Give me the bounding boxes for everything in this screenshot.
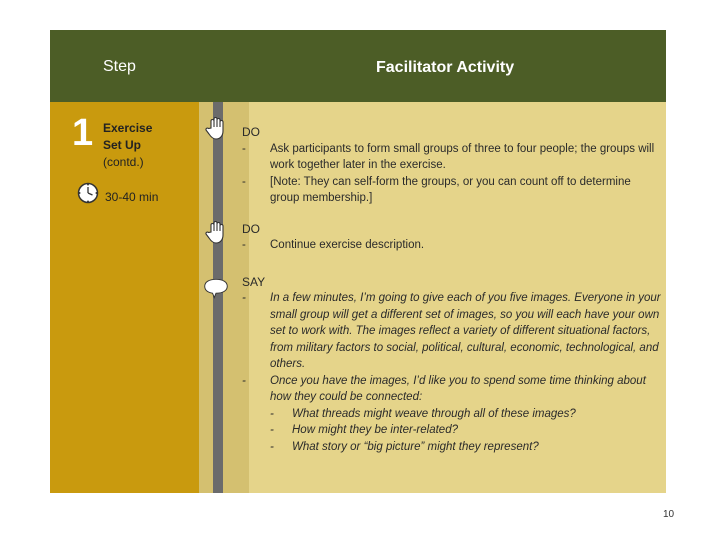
- sub-list-item-text: How might they be inter-related?: [292, 424, 458, 436]
- sub-list-item: [270, 439, 662, 456]
- list-item: [242, 174, 662, 207]
- dash-bullet: -: [242, 374, 246, 387]
- speech-bubble-icon: [203, 275, 229, 301]
- activity-block-say: [242, 274, 662, 456]
- list-item: [242, 290, 662, 373]
- step-column-header: Step: [103, 58, 136, 75]
- list-item-text: [Note: They can self-form the groups, or you can count off to determine group membership.]: [270, 175, 631, 204]
- activity-block-do-2: [242, 221, 662, 254]
- step-title-line1: Exercise: [103, 121, 153, 135]
- step-duration: 30-40 min: [105, 190, 159, 204]
- list-item-text: In a few minutes, I’m going to give each of you five images. Everyone in your small group will get a different set of images, so you will each have your own set to work with. The images reflect a variety of different situational factors, from military factors to social, political, cultural, economic, technological, and others.: [270, 292, 661, 370]
- step-subtitle: (contd.): [103, 155, 144, 169]
- page-number: 10: [663, 509, 675, 520]
- sub-list-item: [270, 406, 662, 423]
- dash-bullet: -: [242, 292, 246, 304]
- list-item: [242, 237, 662, 254]
- facilitator-activity-column-header: Facilitator Activity: [376, 59, 515, 76]
- sub-list-item-text: What threads might weave through all of these images?: [292, 407, 576, 420]
- clock-icon: [77, 182, 99, 204]
- activity-block-do-1: [242, 124, 662, 207]
- step-title-line2: Set Up: [103, 138, 142, 152]
- block-label: DO: [242, 221, 260, 236]
- step-number: 1: [72, 112, 94, 154]
- list-item-text: Ask participants to form small groups of three to four people; the groups will work together later in the exercise.: [270, 142, 655, 171]
- hand-icon-do-2: [205, 220, 231, 246]
- block-label: SAY: [242, 274, 266, 289]
- step-column: [50, 102, 199, 493]
- hand-icon-do-1: [205, 116, 231, 142]
- dash-bullet: -: [242, 175, 246, 188]
- list-item-text: Continue exercise description.: [270, 239, 425, 251]
- dash-bullet: -: [270, 440, 274, 453]
- activity-content: [242, 124, 662, 455]
- list-item: [242, 141, 662, 174]
- table-header: [50, 30, 666, 102]
- list-item: [242, 373, 662, 456]
- step-title: [103, 120, 152, 154]
- sub-list-item-text: What story or “big picture” might they represent?: [292, 440, 539, 453]
- sub-list-item: [270, 422, 662, 439]
- dash-bullet: -: [270, 407, 274, 420]
- block-label: DO: [242, 125, 260, 139]
- slide: [50, 30, 666, 493]
- dash-bullet: -: [242, 142, 246, 155]
- list-item-text: Once you have the images, I’d like you to spend some time thinking about how they could be connected:: [270, 374, 646, 403]
- dash-bullet: -: [270, 424, 274, 436]
- dash-bullet: -: [242, 239, 246, 251]
